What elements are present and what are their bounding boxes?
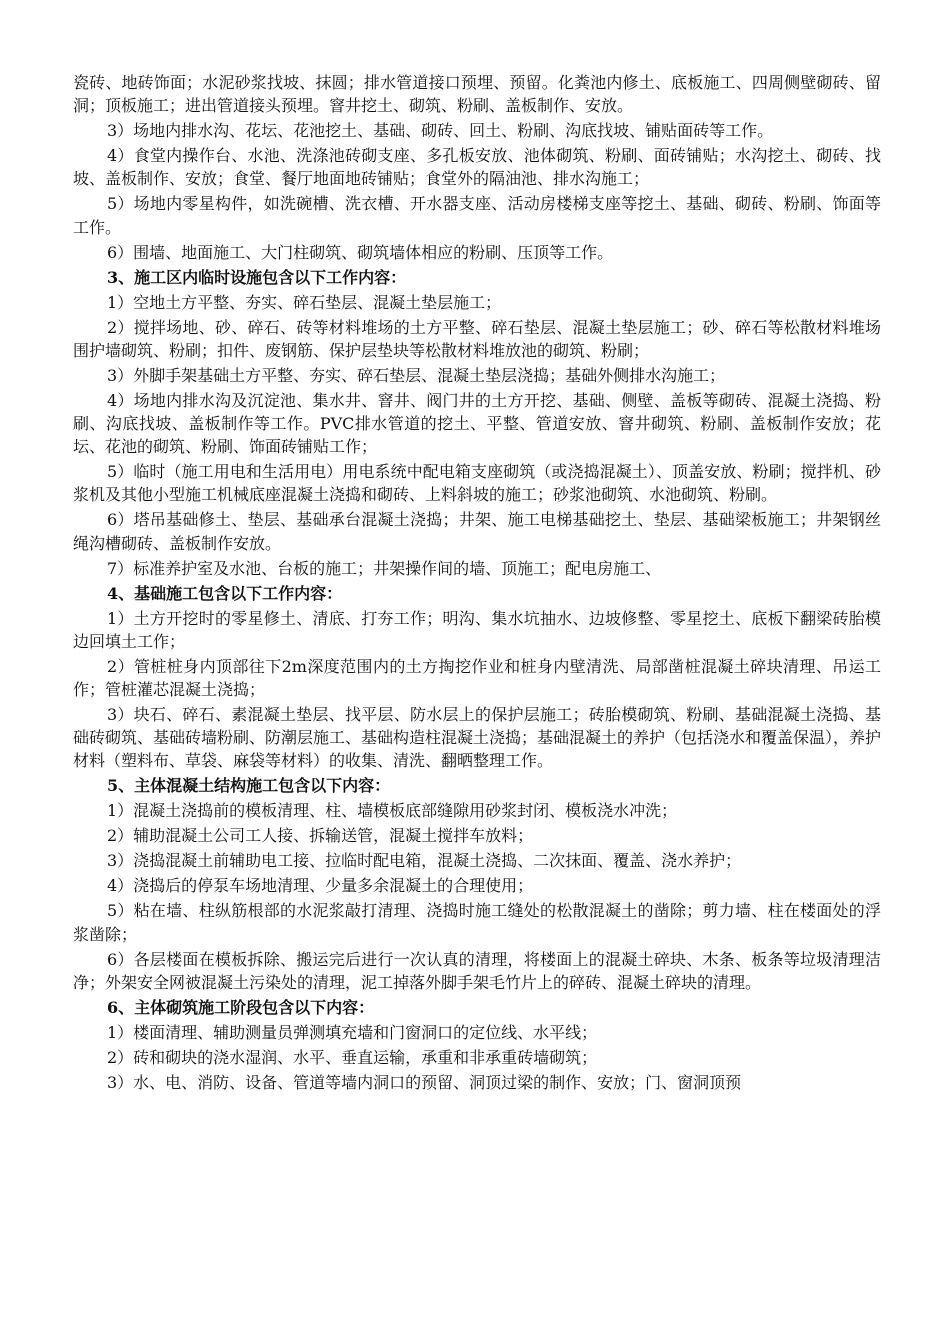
paragraph-concrete-item-1: 1）混凝土浇捣前的模板清理、柱、墙模板底部缝隙用砂浆封闭、模板浇水冲洗； — [107, 801, 678, 821]
paragraph-item-6-wall: 6）围墙、地面施工、大门柱砌筑、砌筑墙体相应的粉刷、压顶等工作。 — [107, 242, 614, 262]
paragraph-item-4-canteen: 4）食堂内操作台、水池、洗涤池砖砌支座、多孔板安放、池体砌筑、粉刷、面砖铺贴；水沟挖土、砌砖、找坡、盖板制作、安放；食堂、餐厅地面地砖铺贴；食堂外的隔油池、排水沟施工； — [73, 146, 881, 189]
section-heading-foundation: 4、基础施工包含以下工作内容： — [107, 583, 343, 603]
paragraph-septic-tank: 瓷砖、地砖饰面；水泥砂浆找坡、抹圆；排水管道接口预埋、预留。化粪池内修土、底板施工、四周侧壁砌砖、留洞；顶板施工；进出管道接头预埋。窨井挖土、砌筑、粉刷、盖板制作、安放。 — [73, 73, 881, 116]
paragraph-concrete-item-4: 4）浇捣后的停泵车场地清理、少量多余混凝土的合理使用； — [107, 876, 534, 896]
paragraph-concrete-item-2: 2）辅助混凝土公司工人接、拆输送管，混凝土搅拌车放料； — [107, 826, 534, 846]
section-heading-temporary-facilities: 3、施工区内临时设施包含以下工作内容： — [107, 267, 407, 287]
section-heading-concrete-structure: 5、主体混凝土结构施工包含以下内容： — [107, 776, 391, 796]
paragraph-masonry-item-2: 2）砖和砌块的浇水湿润、水平、垂直运输，承重和非承重砖墙砌筑； — [107, 1047, 598, 1067]
paragraph-temp-item-1: 1）空地土方平整、夯实、碎石垫层、混凝土垫层施工； — [107, 292, 502, 312]
paragraph-temp-item-4: 4）场地内排水沟及沉淀池、集水井、窨井、阀门井的土方开挖、基础、侧壁、盖板等砌砖、混凝土浇捣、粉刷、沟底找坡、盖板制作等工作。PVC排水管道的挖土、平整、管道安放、窨井砌筑、粉刷、盖板制作安放；花坛、花池的砌筑、粉刷、饰面砖铺贴工作； — [73, 390, 881, 457]
document-page — [73, 71, 881, 1096]
paragraph-concrete-item-5: 5）粘在墙、柱纵筋根部的水泥浆敲打清理、浇捣时施工缝处的松散混凝土的凿除；剪力墙、柱在楼面处的浮浆凿除； — [73, 901, 881, 944]
paragraph-temp-item-5: 5）临时（施工用电和生活用电）用电系统中配电箱支座砌筑（或浇捣混凝土）、顶盖安放、粉刷；搅拌机、砂浆机及其他小型施工机械底座混凝土浇捣和砌砖、上料斜坡的施工；砂浆池砌筑、水池砌筑、粉刷。 — [73, 462, 881, 505]
paragraph-foundation-item-3: 3）块石、碎石、素混凝土垫层、找平层、防水层上的保护层施工；砖胎模砌筑、粉刷、基础混凝土浇捣、基础砖砌筑、基础砖墙粉刷、防潮层施工、基础构造柱混凝土浇捣；基础混凝土的养护（包括浇水和覆盖保温），养护材料（塑料布、草袋、麻袋等材料）的收集、清洗、翻晒整理工作。 — [73, 705, 882, 771]
section-heading-masonry: 6、主体砌筑施工阶段包含以下内容： — [107, 997, 375, 1017]
paragraph-temp-item-2: 2）搅拌场地、砂、碎石、砖等材料堆场的土方平整、碎石垫层、混凝土垫层施工；砂、碎石等松散材料堆场围护墙砌筑、粉刷；扣件、废钢筋、保护层垫块等松散材料堆放池的砌筑、粉刷； — [73, 317, 881, 360]
paragraph-foundation-item-1: 1）土方开挖时的零星修土、清底、打夯工作；明沟、集水坑抽水、边坡修整、零星挖土、底板下翻梁砖胎模边回填土工作； — [73, 608, 881, 651]
paragraph-item-5-components: 5）场地内零星构件，如洗碗槽、洗衣槽、开水器支座、活动房楼梯支座等挖土、基础、砌砖、粉刷、饰面等工作。 — [73, 194, 881, 237]
paragraph-temp-item-3: 3）外脚手架基础土方平整、夯实、碎石垫层、混凝土垫层浇捣；基础外侧排水沟施工； — [107, 365, 726, 385]
paragraph-masonry-item-1: 1）楼面清理、辅助测量员弹测填充墙和门窗洞口的定位线、水平线； — [107, 1022, 598, 1042]
paragraph-temp-item-6: 6）塔吊基础修土、垫层、基础承台混凝土浇捣；井架、施工电梯基础挖土、垫层、基础梁板施工；井架钢丝绳沟槽砌砖、盖板制作安放。 — [73, 510, 881, 553]
paragraph-foundation-item-2: 2）管桩桩身内顶部往下2m深度范围内的土方掏挖作业和桩身内壁清洗、局部凿桩混凝土碎块清理、吊运工作；管桩灌芯混凝土浇捣； — [73, 656, 881, 700]
paragraph-masonry-item-3: 3）水、电、消防、设备、管道等墙内洞口的预留、洞顶过梁的制作、安放；门、窗洞顶预 — [107, 1072, 742, 1092]
paragraph-concrete-item-3: 3）浇捣混凝土前辅助电工接、拉临时配电箱，混凝土浇捣、二次抹面、覆盖、浇水养护； — [107, 851, 742, 871]
paragraph-item-3-drainage: 3）场地内排水沟、花坛、花池挖土、基础、砌砖、回土、粉刷、沟底找坡、铺贴面砖等工作。 — [107, 121, 774, 141]
paragraph-temp-item-7: 7）标准养护室及水池、台板的施工；井架操作间的墙、顶施工；配电房施工、 — [107, 558, 662, 578]
paragraph-concrete-item-6: 6）各层楼面在模板拆除、搬运完后进行一次认真的清理，将楼面上的混凝土碎块、木条、板条等垃圾清理洁净；外架安全网被混凝土污染处的清理，泥工掉落外脚手架毛竹片上的碎砖、混凝土碎块的清理。 — [73, 949, 881, 992]
